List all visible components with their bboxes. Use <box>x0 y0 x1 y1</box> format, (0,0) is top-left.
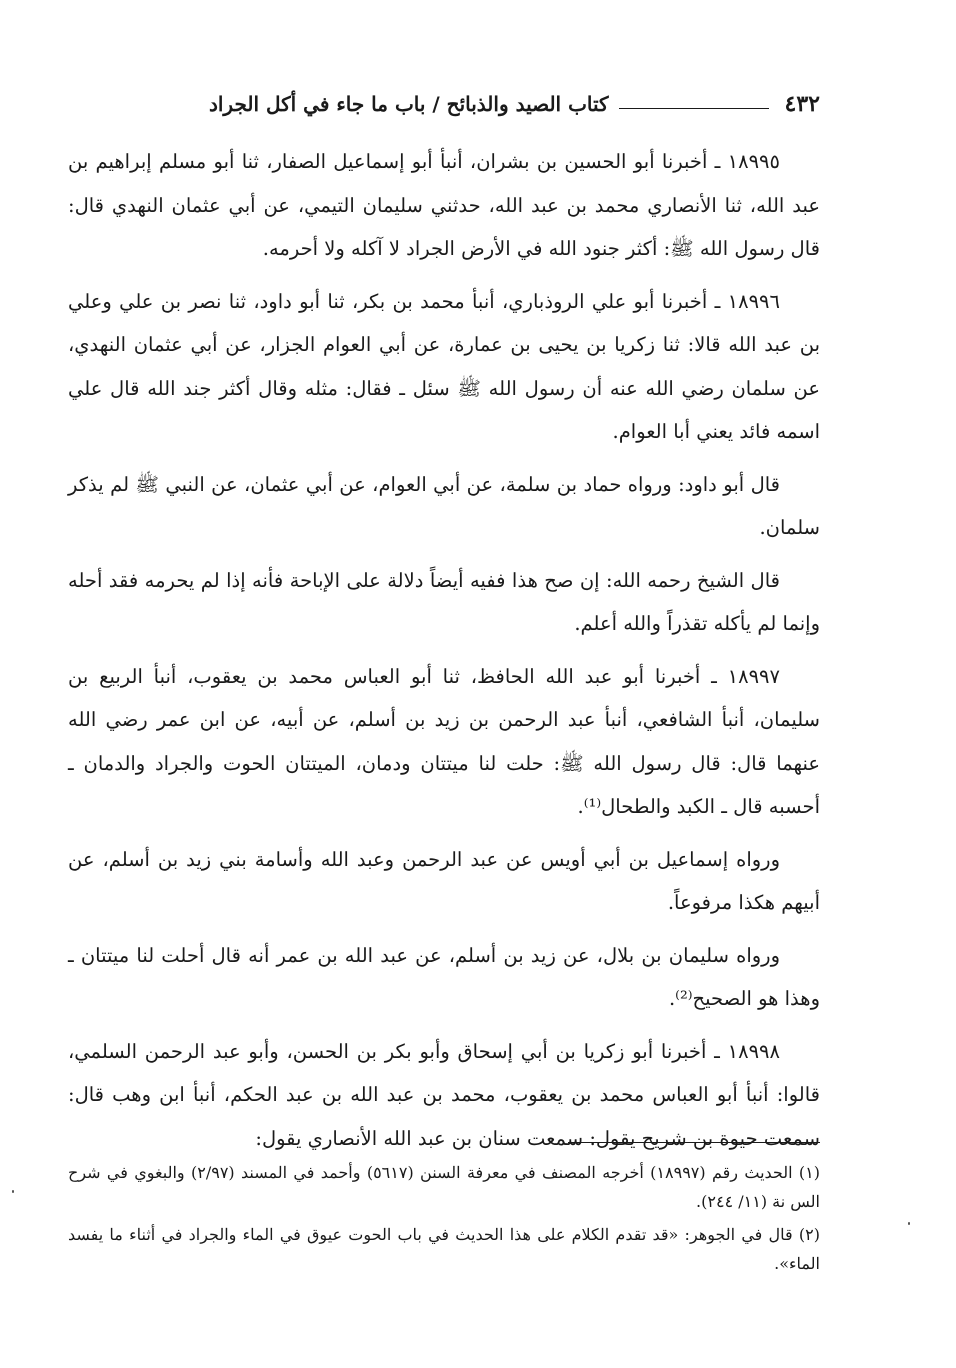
scan-speck <box>12 1190 14 1193</box>
scan-speck <box>908 1222 910 1225</box>
hadith-18997: ١٨٩٩٧ ـ أخبرنا أبو عبد الله الحافظ، ثنا أبو العباس محمد بن يعقوب، أنبأ الربيع بن سليمان، أنبأ الشافعي، أنبأ عبد الرحمن بن زيد بن أسلم، عن أبيه، عن ابن عمر رضي الله عنهما قال: قال رسول الله ﷺ: حلت لنا ميتتان ودمان، الميتتان الحوت والجراد والدمان ـ أحسبه قال ـ الكبد والطحال⁽¹⁾. <box>68 664 820 818</box>
page-header <box>70 88 820 120</box>
footnote-1: (١) الحديث رقم (١٨٩٩٧) أخرجه المصنف في معرفة السنن (٥٦١٧) وأحمد في المسند (٢/٩٧) والبغوي في شرح الس نة (١١/ ٢٤٤). <box>68 1163 821 1211</box>
hadith-18996: ١٨٩٩٦ ـ أخبرنا أبو علي الروذباري، أنبأ محمد بن بكر، ثنا أبو داود، ثنا نصر بن علي وعلي بن عبد الله قالا: ثنا زكريا بن يحيى بن عمارة، عن أبي العوام الجزار، عن أبي عثمان النهدي، عن سلمان رضي الله عنه أن رسول الله ﷺ سئل ـ فقال: مثله وقال أكثر جند الله قال علي اسمه فائد يعني أبا العوام. <box>68 289 820 443</box>
footnotes <box>68 1158 820 1282</box>
shaykh-comment: قال الشيخ رحمه الله: إن صح هذا ففيه أيضاً دلالة على الإباحة فأنه إذا لم يحرمه فقد أحله وإنما لم يأكله تقذراً والله أعلم. <box>68 568 820 635</box>
page-number: ٤٣٢ <box>784 91 820 117</box>
abu-dawud-note: قال أبو داود: ورواه حماد بن سلمة، عن أبي العوام، عن أبي عثمان، عن النبي ﷺ لم يذكر سلمان. <box>68 472 820 539</box>
footnote-separator <box>568 1142 820 1143</box>
narration-ismail: ورواه إسماعيل بن أبي أويس عن عبد الرحمن وعبد الله وأسامة بني زيد بن أسلم، عن أبيهم هكذا مرفوعاً. <box>68 847 820 914</box>
main-text <box>68 140 820 1169</box>
header-rule <box>619 108 769 109</box>
hadith-18998: ١٨٩٩٨ ـ أخبرنا أبو زكريا بن أبي إسحاق وأبو بكر بن الحسن، وأبو عبد الرحمن السلمي، قالوا: أنبأ أبو العباس محمد بن يعقوب، محمد بن عبد الله بن عبد الحكم، أنبأ ابن وهب قال: سمعت حيوة بن شريح يقول: سمعت سنان بن عبد الله الأنصاري يقول: <box>68 1039 820 1150</box>
hadith-18995: ١٨٩٩٥ ـ أخبرنا أبو الحسين بن بشران، أنبأ أبو إسماعيل الصفار، ثنا أبو مسلم إبراهيم بن عبد الله، ثنا الأنصاري محمد بن عبد الله، حدثني سليمان التيمي، عن أبي عثمان النهدي قال: قال رسول الله ﷺ: أكثر جنود الله في الأرض الجراد لا آكله ولا أحرمه. <box>68 150 820 260</box>
narration-sulayman: ورواه سليمان بن بلال، عن زيد بن أسلم، عن عبد الله بن عمر أنه قال أحلت لنا ميتتان ـ وهذا هو الصحيح⁽²⁾. <box>68 943 820 1010</box>
footnote-2: (٢) قال في الجوهر: «قد تقدم الكلام على هذا الحديث في باب الحوت عيوق في الماء والجراد في أثناء ما يفسد الماء». <box>68 1225 820 1273</box>
running-title: كتاب الصيد والذبائح / باب ما جاء في أكل الجراد <box>208 92 609 116</box>
